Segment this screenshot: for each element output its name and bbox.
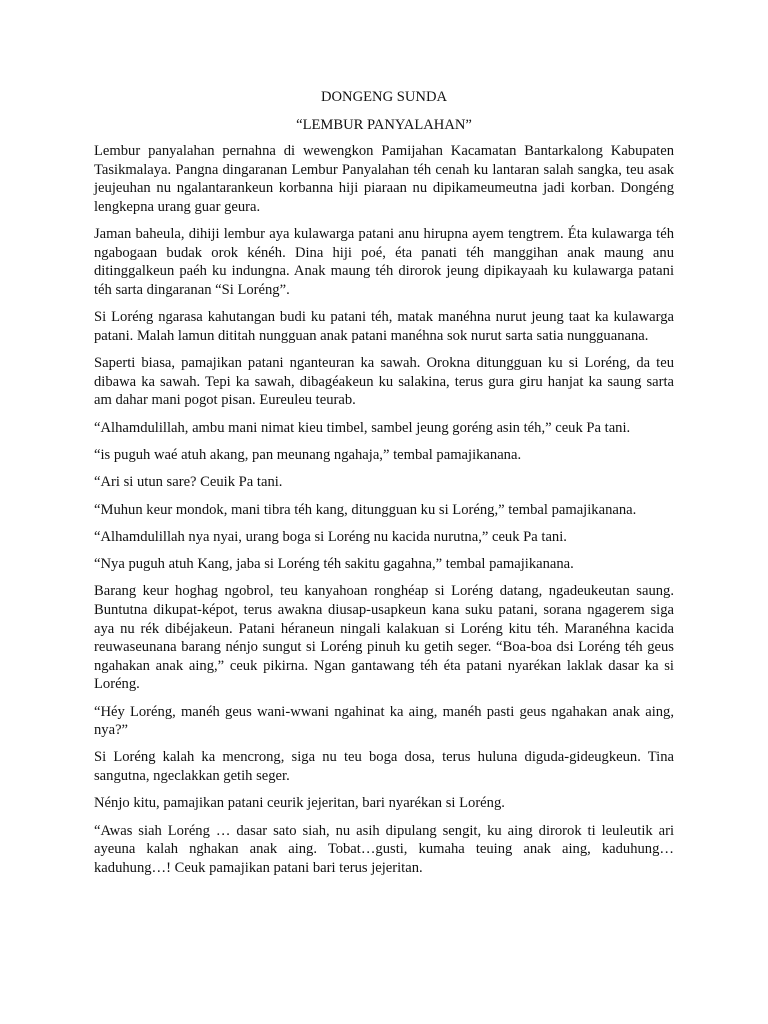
dialogue-line: “Alhamdulillah, ambu mani nimat kieu timbel, sambel jeung goréng asin téh,” ceuk Pa tani. [94, 419, 631, 436]
dialogue-line: “Muhun keur mondok, mani tibra téh kang, ditungguan ku si Loréng,” tembal pamajikanana. [94, 501, 637, 518]
paragraph: Nénjo kitu, pamajikan patani ceurik jejeritan, bari nyarékan si Loréng. [94, 795, 505, 812]
dialogue-line: “Alhamdulillah nya nyai, urang boga si Loréng nu kacida nurutna,” ceuk Pa tani. [94, 528, 567, 545]
dialogue-line: “Héy Loréng, manéh geus wani-wwani ngahinat ka aing, manéh pasti geus ngahakan anak aing, nya?” [94, 703, 674, 739]
paragraph: Barang keur hoghag ngobrol, teu kanyahoan ronghéap si Loréng datang, ngadeukeutan saung. Buntutna dikupat-képot, terus awakna diusap-usapkeun kana suku patani, sorana ngagerem siga aya nu rék dibéjakeun. Patani héraneun ningali kalakuan si Loréng kitu téh. Maranéhna kacida reuwaseunana barang nénjo sungut si Loréng pinuh ku getih seger. “Boa-boa dsi Loréng téh geus ngahakan anak aing,” ceuk pikirna. Ngan gantawang téh éta patani nyarékan laklak dasar ka si Loréng. [94, 583, 674, 693]
paragraph: Si Loréng kalah ka mencrong, siga nu teu boga dosa, terus huluna diguda-gideugkeun. Tina sangutna, ngeclakkan getih seger. [94, 749, 674, 785]
document-heading: DONGENG SUNDA [320, 89, 448, 105]
document-page [94, 88, 674, 886]
dialogue-line: “Ari si utun sare? Ceuik Pa tani. [94, 474, 283, 491]
paragraph: Saperti biasa, pamajikan patani nganteuran ka sawah. Orokna ditungguan ku si Loréng, da teu dibawa ka sawah. Tepi ka sawah, dibagéakeun ku salakina, terus gura giru hanjat ka saung sarta am dahar mani pogot pisan. Eureuleu teurab. [94, 355, 674, 409]
paragraph: Jaman baheula, dihiji lembur aya kulawarga patani anu hirupna ayem tengtrem. Éta kulawarga téh ngabogaan budak orok kénéh. Dina hiji poé, éta panati téh manggihan anak maung anu ditinggalkeun paéh ku indungna. Anak maung téh dirorok jeung dipikayaah ku kulawarga patani téh sarta dingaranan “Si Loréng”. [94, 226, 674, 299]
dialogue-line: “is puguh waé atuh akang, pan meunang ngahaja,” tembal pamajikanana. [94, 446, 522, 463]
paragraph: Si Loréng ngarasa kahutangan budi ku patani téh, matak manéhna nurut jeung taat ka kulawarga patani. Malah lamun dititah nungguan anak patani manéhna sok nurut sarta satia nungguanana. [94, 309, 674, 344]
dialogue-line: “Nya puguh atuh Kang, jaba si Loréng téh sakitu gagahna,” tembal pamajikanana. [94, 556, 574, 573]
paragraph: Lembur panyalahan pernahna di wewengkon Pamijahan Kacamatan Bantarkalong Kabupaten Tasikmalaya. Pangna dingaranan Lembur Panyalahan téh cenah ku lantaran salah sangka, teu asak jeujeuhan nu ngalantarankeun korbanna hiji piaraan nu dipikameumeutna jadi korban. Dongéng lengkepna urang guar geura. [94, 143, 674, 215]
dialogue-line: “Awas siah Loréng … dasar sato siah, nu asih dipulang sengit, ku aing dirorok ti leuleutik ari ayeuna kalah nghakan anak aing. Tobat…gusti, kumaha teuing anak aing, kaduhung… kaduhung…! Ceuk pamajikan patani bari terus jejeritan. [94, 822, 674, 876]
story-title: “LEMBUR PANYALAHAN” [296, 116, 472, 133]
